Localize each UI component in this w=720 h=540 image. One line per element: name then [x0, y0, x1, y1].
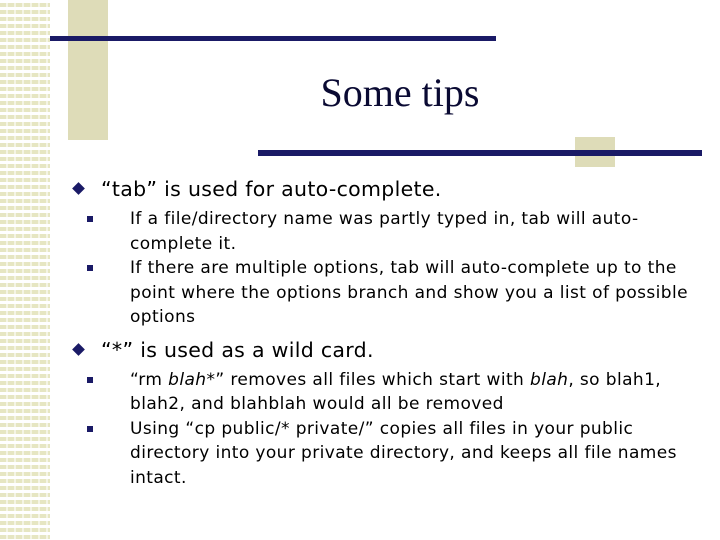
sub-bullet-text: If there are multiple options, tab will auto-complete up to the point where the options branch and show you a list of possible options: [130, 258, 688, 327]
bullet-item: [74, 175, 694, 203]
sub-bullet-text-part: , so blah1, blah2, and blahblah would all be removed: [130, 369, 662, 414]
slide-title: Some tips: [320, 70, 480, 115]
square-bullet-icon: [87, 426, 93, 432]
bullet-item: [74, 336, 694, 364]
square-bullet-icon: [87, 265, 93, 271]
sub-bullet-text: Using “cp public/* private/” copies all files in your public directory into your private directory, and keeps all file names intact.: [130, 418, 677, 488]
sub-bullet-item: [74, 256, 694, 330]
sub-bullet-text-part: “rm: [130, 369, 169, 390]
decorative-tan-block-top: [68, 0, 108, 140]
slide-content: [74, 175, 694, 496]
square-bullet-icon: [87, 216, 93, 222]
decorative-stripes: [0, 0, 50, 540]
sub-bullet-text: If a file/directory name was partly typed in, tab will auto-complete it.: [130, 209, 639, 254]
bullet-text: “*” is used as a wild card.: [101, 337, 374, 362]
diamond-bullet-icon: [72, 182, 85, 195]
bullet-text: “tab” is used for auto-complete.: [101, 177, 442, 201]
sub-bullet-item: [74, 207, 694, 256]
bullet-group-tab: [74, 175, 694, 330]
sub-bullet-item: [74, 368, 694, 417]
decorative-bar-bottom: [258, 150, 702, 156]
sub-bullet-text-part: *” removes all files which start with: [206, 369, 530, 390]
bullet-group-wildcard: [74, 336, 694, 491]
square-bullet-icon: [87, 377, 93, 383]
sub-bullet-text-italic: blah: [530, 369, 569, 390]
diamond-bullet-icon: [72, 343, 85, 356]
decorative-bar-top: [50, 36, 496, 41]
sub-bullet-item: [74, 417, 694, 491]
sub-bullet-text-italic: blah: [168, 369, 207, 390]
